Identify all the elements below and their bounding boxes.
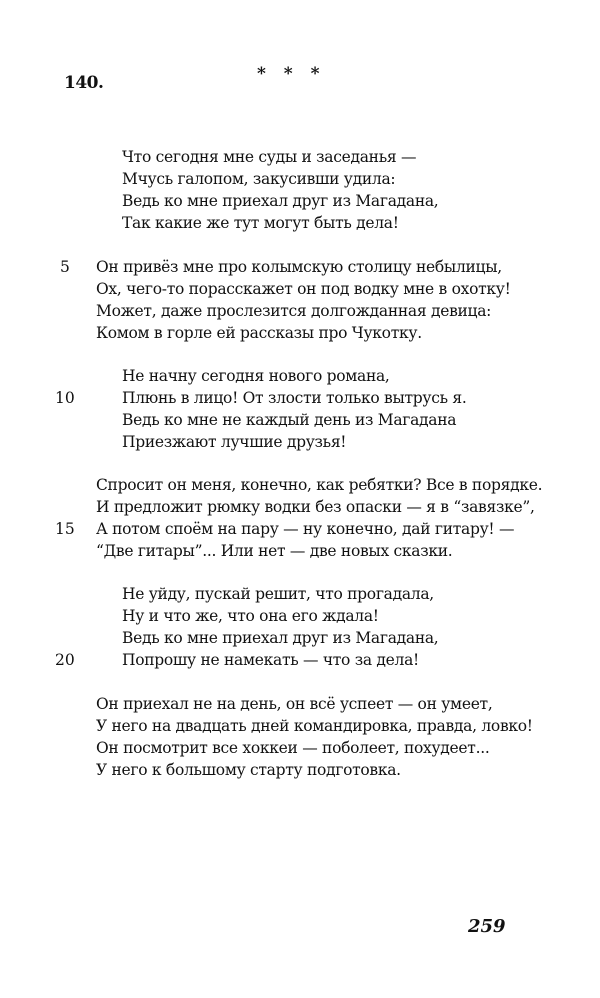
poem-line: Плюнь в лицо! От злости только вытрусь я. [122,389,467,407]
poem-line: Ведь ко мне приехал друг из Магадана, [122,629,439,647]
poem-line: Спросит он меня, конечно, как ребятки? Все в порядке. [96,476,543,494]
poem-line: Ведь ко мне приехал друг из Магадана, [122,192,439,210]
poem-line: Попрошу не намекать — что за дела! [122,651,419,669]
line-number: 15 [55,520,75,538]
poem-line: Он привёз мне про колымскую столицу небылицы, [96,258,502,276]
poem-number: 140. [64,73,104,93]
poem-line: Не уйду, пускай решит, что прогадала, [122,585,434,603]
poem-line: Не начну сегодня нового романа, [122,367,390,385]
poem-line: Что сегодня мне суды и заседанья — [122,148,417,166]
line-number: 20 [55,651,75,669]
poem-line: Мчусь галопом, закусивши удила: [122,170,396,188]
poem-line: И предложит рюмку водки без опаски — я в “завязке”, [96,498,535,516]
poem-line: У него на двадцать дней командировка, правда, ловко! [96,717,533,735]
poem-line: Может, даже прослезится долгожданная девица: [96,302,492,320]
poem-line: Ох, чего-то порасскажет он под водку мне в охотку! [96,280,511,298]
line-number: 5 [60,258,70,276]
line-number: 10 [55,389,75,407]
poem-line: А потом споём на пару — ну конечно, дай гитару! — [96,520,515,538]
section-ornament: * * * [257,64,326,84]
page-number: 259 [468,916,506,937]
poem-line: У него к большому старту подготовка. [96,761,401,779]
poem-line: Комом в горле ей рассказы про Чукотку. [96,324,422,342]
poem-line: “Две гитары”... Или нет — две новых сказки. [96,542,453,560]
poem-line: Он приехал не на день, он всё успеет — он умеет, [96,695,493,713]
poem-line: Он посмотрит все хоккеи — поболеет, похудеет... [96,739,490,757]
poem-line: Так какие же тут могут быть дела! [122,214,399,232]
poem-line: Приезжают лучшие друзья! [122,433,347,451]
poem-line: Ведь ко мне не каждый день из Магадана [122,411,457,429]
poem-line: Ну и что же, что она его ждала! [122,607,379,625]
